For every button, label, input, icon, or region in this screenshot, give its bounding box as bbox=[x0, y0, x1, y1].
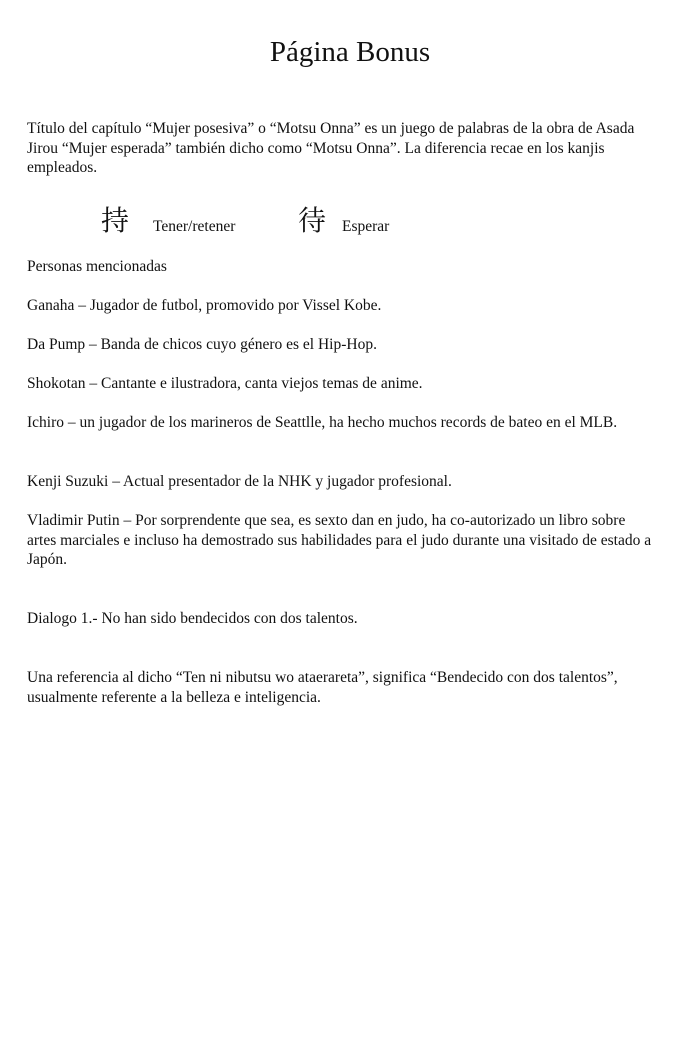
person-entry: Vladimir Putin – Por sorprendente que sea, es sexto dan en judo, ha co-autorizado un libro sobre artes marciales e incluso ha demostrado sus habilidades para el judo durante una visitado de estado a Japón. bbox=[27, 512, 652, 568]
kanji-motsu: 持 bbox=[101, 204, 130, 237]
person-entry: Shokotan – Cantante e ilustradora, canta viejos temas de anime. bbox=[27, 375, 423, 392]
dialog-note: Una referencia al dicho “Ten ni nibutsu wo ataerareta”, significa “Bendecido con dos talentos”, usualmente referente a la belleza e inteligencia. bbox=[27, 669, 618, 706]
kanji-matsu: 待 bbox=[298, 204, 327, 237]
intro-paragraph: Título del capítulo “Mujer posesiva” o “Motsu Onna” es un juego de palabras de la obra de Asada Jirou “Mujer esperada” también dicho como “Motsu Onna”. La diferencia recae en los kanjis empleados. bbox=[27, 120, 635, 176]
person-entry: Ganaha – Jugador de futbol, promovido por Vissel Kobe. bbox=[27, 297, 382, 314]
kanji-comparison bbox=[0, 205, 700, 239]
dialog-heading: Dialogo 1.- No han sido bendecidos con dos talentos. bbox=[27, 610, 358, 627]
person-entry: Da Pump – Banda de chicos cuyo género es el Hip-Hop. bbox=[27, 336, 377, 353]
person-entry: Ichiro – un jugador de los marineros de Seattlle, ha hecho muchos records de bateo en el MLB. bbox=[27, 414, 618, 431]
kanji-matsu-meaning: Esperar bbox=[342, 218, 390, 235]
kanji-motsu-meaning: Tener/retener bbox=[153, 218, 236, 235]
page-title: Página Bonus bbox=[269, 36, 431, 68]
people-heading: Personas mencionadas bbox=[27, 258, 167, 275]
person-entry: Kenji Suzuki – Actual presentador de la NHK y jugador profesional. bbox=[27, 473, 452, 490]
